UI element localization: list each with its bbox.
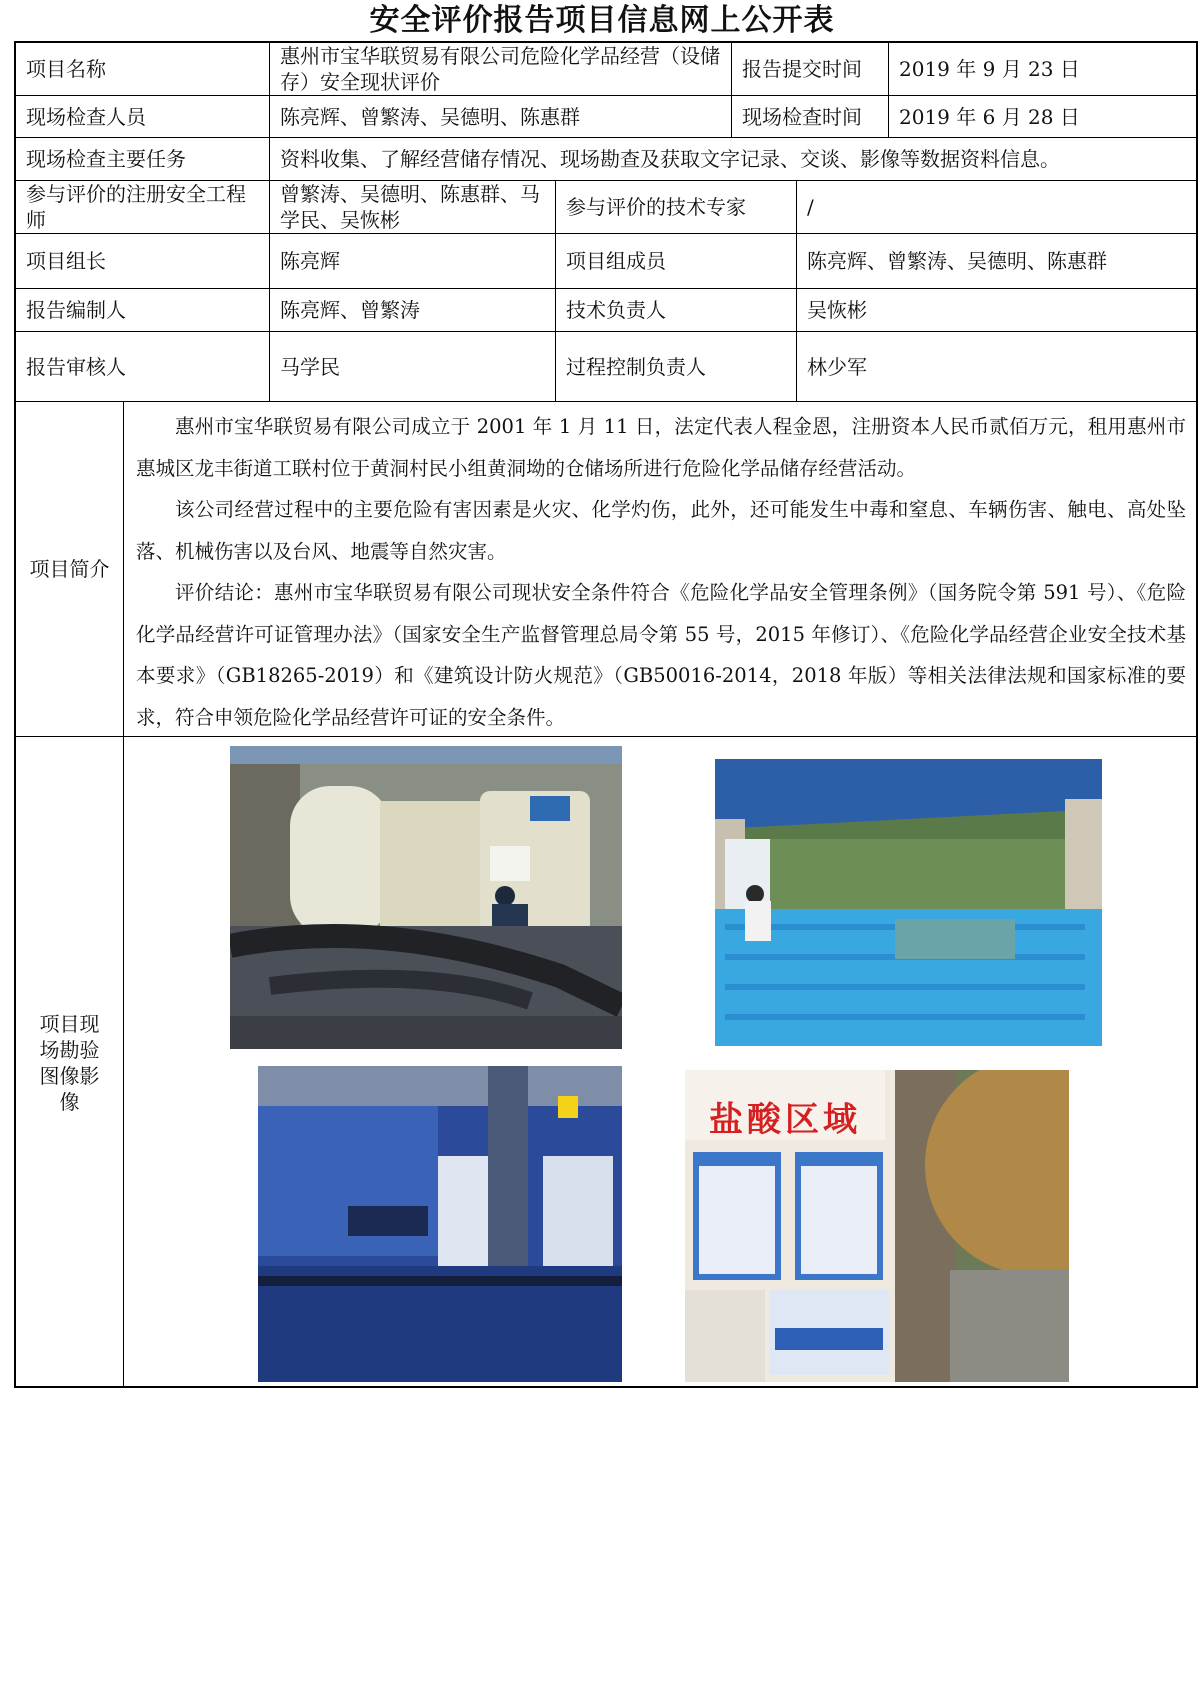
- compiler-value: 陈亮辉、曾繁涛: [270, 289, 556, 332]
- submit-time-value: 2019 年 9 月 23 日: [889, 43, 1198, 96]
- site-photo-hcl-sign: [685, 1070, 1069, 1382]
- intro-paragraph-1: 惠州市宝华联贸易有限公司成立于 2001 年 1 月 11 日，法定代表人程金恩，注册资本人民币贰佰万元，租用惠州市惠城区龙丰街道工联村位于黄洞村民小组黄洞坳的仓储场所进行危险化学品储存经营活动。: [136, 415, 1186, 480]
- intro-paragraph-3: 评价结论：惠州市宝华联贸易有限公司现状安全条件符合《危险化学品安全管理条例》（国务院令第 591 号）、《危险化学品经营许可证管理办法》（国家安全生产监督管理总局令第 55 号，2015 年修订）、《危险化学品经营企业安全技术基本要求》（GB18265-2019）和《建筑设计防火规范》（GB50016-2014，2018 年版）等相关法律法规和国家标准的要求，符合申领危险化学品经营许可证的安全条件。: [136, 581, 1186, 729]
- inspect-time-value: 2019 年 6 月 28 日: [889, 96, 1198, 138]
- experts-value: /: [797, 181, 1198, 234]
- main-task-value: 资料收集、了解经营储存情况、现场勘查及获取文字记录、交谈、影像等数据资料信息。: [270, 138, 1198, 181]
- photos-label: 项目现场勘验图像影像: [16, 737, 124, 1388]
- inspectors-value: 陈亮辉、曾繁涛、吴德明、陈惠群: [270, 96, 732, 138]
- engineers-value: 曾繁涛、吴德明、陈惠群、马学民、吴恢彬: [270, 181, 556, 234]
- hcl-area-sign-text: 盐酸区域: [709, 1100, 861, 1140]
- members-value: 陈亮辉、曾繁涛、吴德明、陈惠群: [797, 234, 1198, 289]
- intro-paragraph-2: 该公司经营过程中的主要危险有害因素是火灾、化学灼伤，此外，还可能发生中毒和窒息、车辆伤害、触电、高处坠落、机械伤害以及台风、地震等自然灾害。: [136, 498, 1186, 563]
- reviewer-label: 报告审核人: [16, 332, 270, 402]
- engineers-label: 参与评价的注册安全工程师: [16, 181, 270, 234]
- submit-time-label: 报告提交时间: [732, 43, 889, 96]
- intro-text: [124, 402, 1198, 737]
- site-photo-tanks: [230, 746, 622, 1049]
- main-task-label: 现场检查主要任务: [16, 138, 270, 181]
- site-photo-storage-bags: [258, 1066, 622, 1382]
- info-table: [14, 41, 1198, 1388]
- page-title: 安全评价报告项目信息网上公开表: [369, 3, 835, 38]
- process-lead-label: 过程控制负责人: [556, 332, 797, 402]
- experts-label: 参与评价的技术专家: [556, 181, 797, 234]
- compiler-label: 报告编制人: [16, 289, 270, 332]
- leader-value: 陈亮辉: [270, 234, 556, 289]
- inspect-time-label: 现场检查时间: [732, 96, 889, 138]
- project-name-label: 项目名称: [16, 43, 270, 96]
- tech-lead-label: 技术负责人: [556, 289, 797, 332]
- inspectors-label: 现场检查人员: [16, 96, 270, 138]
- intro-label: 项目简介: [16, 402, 124, 737]
- project-name-value: 惠州市宝华联贸易有限公司危险化学品经营（设储存）安全现状评价: [270, 43, 732, 96]
- reviewer-value: 马学民: [270, 332, 556, 402]
- tech-lead-value: 吴恢彬: [797, 289, 1198, 332]
- members-label: 项目组成员: [556, 234, 797, 289]
- process-lead-value: 林少军: [797, 332, 1198, 402]
- leader-label: 项目组长: [16, 234, 270, 289]
- site-photo-containers: [715, 759, 1102, 1046]
